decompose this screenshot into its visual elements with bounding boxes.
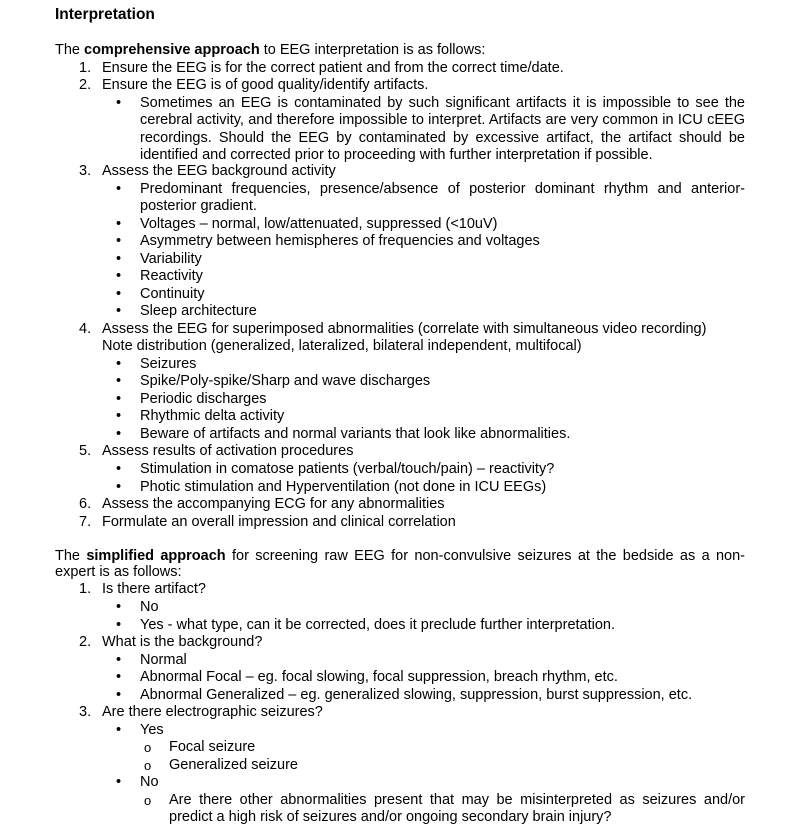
intro-text: for screening raw EEG for non-convulsive seizures at the bedside as a non- <box>225 548 745 564</box>
bullet-icon: • <box>116 251 122 267</box>
bullet-text: Sometimes an EEG is contaminated by such significant artifacts it is impossible to see the cerebral activity, and therefore impossible to interpret. Artifacts are very common in ICU cEEG recordings. Should the EEG by contaminated by excessive artifact, the artifact should be identified and corrected prior to proceeding with further interpretation if possible. <box>140 95 745 164</box>
bullet-icon: • <box>116 479 122 495</box>
sub-bullet-icon: o <box>144 740 152 755</box>
bullet-icon: • <box>116 95 122 111</box>
bullet-text: Variability <box>140 251 202 267</box>
bullet-text: Stimulation in comatose patients (verbal/touch/pain) – reactivity? <box>140 461 555 477</box>
page-heading: Interpretation <box>55 6 155 23</box>
step-note: Note distribution (generalized, lateralized, bilateral independent, multifocal) <box>102 338 582 354</box>
bullet-icon: • <box>116 687 122 703</box>
step-number: 5. <box>79 443 92 459</box>
step-number: 3. <box>79 704 92 720</box>
bullet-text: Normal <box>140 652 187 668</box>
step-number: 1. <box>79 60 92 76</box>
bullet-icon: • <box>116 373 122 389</box>
bullet-icon: • <box>116 216 122 232</box>
bullet-icon: • <box>116 774 122 790</box>
bullet-icon: • <box>116 286 122 302</box>
bullet-icon: • <box>116 181 122 197</box>
sub-bullet-text: Are there other abnormalities present that may be misinterpreted as seizures and/or predict a high risk of seizures and/or ongoing secondary brain injury? <box>169 792 745 826</box>
step-text: What is the background? <box>102 634 263 650</box>
bullet-icon: • <box>116 303 122 319</box>
bullet-text: Continuity <box>140 286 205 302</box>
intro-bold: comprehensive approach <box>84 42 260 58</box>
bullet-text: Predominant frequencies, presence/absence of posterior dominant rhythm and anterior-posterior gradient. <box>140 181 745 215</box>
bullet-text: Yes <box>140 722 164 738</box>
step-text: Ensure the EEG is of good quality/identify artifacts. <box>102 77 429 93</box>
step-text: Assess the EEG for superimposed abnormalities (correlate with simultaneous video recording) <box>102 321 707 337</box>
bullet-icon: • <box>116 426 122 442</box>
bullet-icon: • <box>116 617 122 633</box>
step-text: Formulate an overall impression and clinical correlation <box>102 514 456 530</box>
step-number: 7. <box>79 514 92 530</box>
bullet-text: Abnormal Generalized – eg. generalized slowing, suppression, burst suppression, etc. <box>140 687 693 703</box>
step-number: 2. <box>79 77 92 93</box>
comprehensive-intro <box>55 42 745 59</box>
bullet-icon: • <box>116 722 122 738</box>
bullet-icon: • <box>116 268 122 284</box>
bullet-text: No <box>140 599 159 615</box>
bullet-text: Voltages – normal, low/attenuated, suppressed (<10uV) <box>140 216 498 232</box>
bullet-text: Seizures <box>140 356 197 372</box>
bullet-icon: • <box>116 599 122 615</box>
bullet-icon: • <box>116 669 122 685</box>
bullet-icon: • <box>116 461 122 477</box>
simplified-intro <box>55 548 745 565</box>
intro-text: The <box>55 42 85 58</box>
intro-text: to EEG interpretation is as follows: <box>259 42 486 58</box>
step-text: Are there electrographic seizures? <box>102 704 323 720</box>
step-number: 3. <box>79 163 92 179</box>
intro-bold: simplified approach <box>86 548 226 564</box>
bullet-text: Asymmetry between hemispheres of frequencies and voltages <box>140 233 540 249</box>
bullet-text: Abnormal Focal – eg. focal slowing, focal suppression, breach rhythm, etc. <box>140 669 618 685</box>
bullet-text: Beware of artifacts and normal variants that look like abnormalities. <box>140 426 571 442</box>
step-text: Assess the accompanying ECG for any abnormalities <box>102 496 445 512</box>
bullet-text: No <box>140 774 159 790</box>
step-text: Assess results of activation procedures <box>102 443 354 459</box>
step-number: 2. <box>79 634 92 650</box>
sub-bullet-icon: o <box>144 758 152 773</box>
bullet-icon: • <box>116 652 122 668</box>
intro-text: The <box>55 548 87 564</box>
bullet-icon: • <box>116 233 122 249</box>
bullet-text: Periodic discharges <box>140 391 267 407</box>
bullet-text: Sleep architecture <box>140 303 257 319</box>
step-text: Ensure the EEG is for the correct patient and from the correct time/date. <box>102 60 564 76</box>
bullet-icon: • <box>116 356 122 372</box>
sub-bullet-text: Generalized seizure <box>169 757 298 773</box>
sub-bullet-text: Focal seizure <box>169 739 256 755</box>
bullet-text: Photic stimulation and Hyperventilation (not done in ICU EEGs) <box>140 479 547 495</box>
bullet-text: Spike/Poly-spike/Sharp and wave discharges <box>140 373 431 389</box>
step-number: 6. <box>79 496 92 512</box>
sub-bullet-icon: o <box>144 793 152 808</box>
step-number: 1. <box>79 581 92 597</box>
bullet-icon: • <box>116 391 122 407</box>
simplified-intro-cont: expert is as follows: <box>55 564 182 580</box>
bullet-text: Yes - what type, can it be corrected, does it preclude further interpretation. <box>140 617 616 633</box>
bullet-text: Reactivity <box>140 268 203 284</box>
bullet-icon: • <box>116 408 122 424</box>
step-text: Assess the EEG background activity <box>102 163 336 179</box>
bullet-text: Rhythmic delta activity <box>140 408 285 424</box>
step-number: 4. <box>79 321 92 337</box>
step-text: Is there artifact? <box>102 581 206 597</box>
